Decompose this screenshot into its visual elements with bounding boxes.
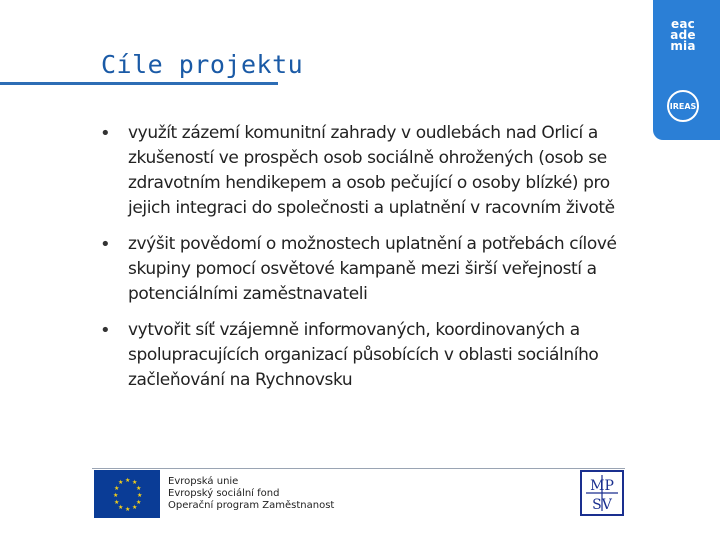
svg-text:★: ★ [113, 492, 119, 499]
mpsv-line-1: MP [590, 478, 614, 494]
svg-text:★: ★ [118, 479, 124, 486]
list-item-text: využít zázemí komunitní zahrady v oudlebách nad Orlicí a zkušeností ve prospěch osob sociálně ohrožených (osob se zdravotním hendikepem a osob pečující o osoby blízké) pro jejich integraci do společnosti a uplatnění v racovním životě [128, 123, 615, 218]
mpsv-logo [580, 470, 624, 516]
list-item [94, 121, 634, 221]
list-item-text: zvýšit povědomí o možnostech uplatnění a potřebách cílové skupiny pomocí osvětové kampaně mezi širší veřejností a potenciálními zaměstnavateli [128, 234, 617, 304]
eacademia-logo-line-2: ade [670, 28, 696, 42]
svg-text:★: ★ [125, 506, 131, 513]
svg-text:★: ★ [125, 477, 131, 484]
eacademia-logo-line-3: mia [670, 39, 696, 53]
list-item [94, 318, 634, 393]
svg-text:★: ★ [118, 504, 124, 511]
footer-divider [92, 468, 625, 469]
bullet-dot-icon: • [100, 234, 111, 255]
bullet-dot-icon: • [100, 320, 111, 341]
svg-text:★: ★ [136, 499, 142, 506]
eu-text-line: Evropská unie [168, 476, 239, 487]
bullet-dot-icon: • [100, 123, 111, 144]
svg-text:★: ★ [136, 485, 142, 492]
eacademia-logo-line-1: eac [671, 17, 695, 31]
svg-text:★: ★ [137, 492, 143, 499]
objectives-list [94, 121, 634, 404]
mpsv-line-2: SV [592, 497, 612, 513]
ireas-logo-icon [667, 90, 699, 122]
page-title: Cíle projektu [101, 50, 304, 79]
eacademia-brand-strip [653, 0, 720, 140]
svg-text:★: ★ [132, 479, 138, 486]
svg-text:★: ★ [114, 499, 120, 506]
eu-text-line: Operační program Zaměstnanost [168, 500, 335, 511]
list-item-text: vytvořit síť vzájemně informovaných, koordinovaných a spolupracujících organizací působících v oblasti sociálního začleňování na Rychnovsku [128, 320, 599, 390]
ireas-logo-label: IREAS [669, 101, 697, 111]
list-item [94, 232, 634, 307]
eu-flag-icon [94, 470, 160, 518]
svg-text:★: ★ [114, 485, 120, 492]
eu-program-text [168, 476, 334, 512]
eu-text-line: Evropský sociální fond [168, 488, 280, 499]
svg-text:★: ★ [132, 504, 138, 511]
title-underline [0, 82, 278, 85]
